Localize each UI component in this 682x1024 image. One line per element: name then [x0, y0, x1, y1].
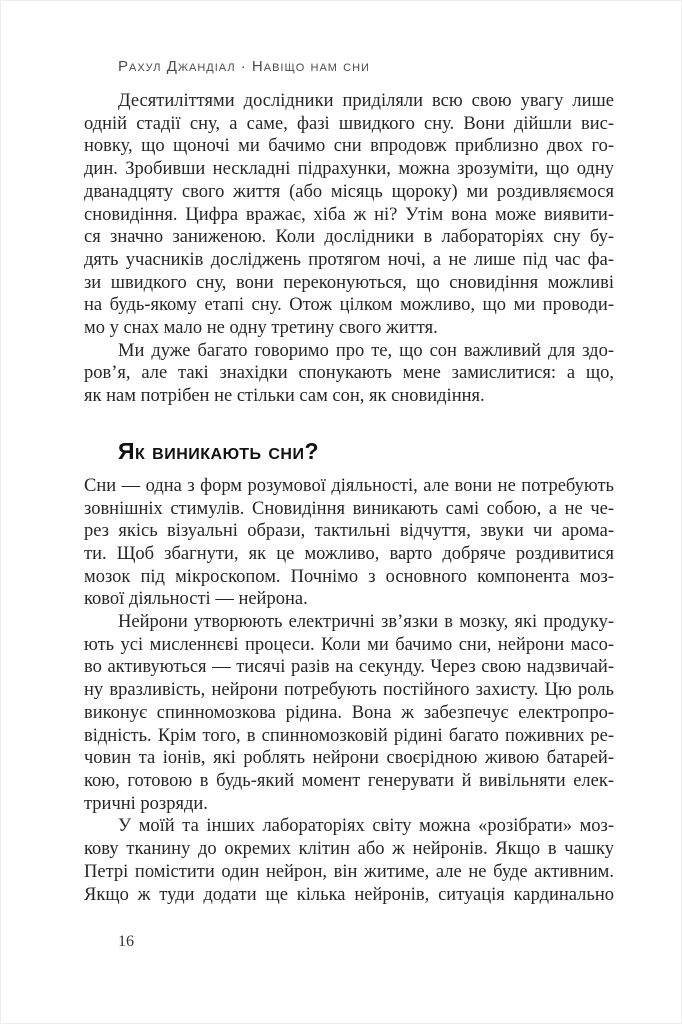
text-line: дин. Зробивши нескладні підрахунки, можна зрозуміти, що одну	[84, 159, 614, 180]
text-line: дять учасників досліджень протягом ночі, а не лише під час фа-	[84, 249, 614, 270]
text-line: як нам потрібен не стільки сам сон, як сновидіння.	[84, 386, 485, 407]
text-line: ти. Щоб збагнути, як це можливо, варто добряче роздивитися	[84, 543, 614, 564]
running-header: Рахул Джандіал · Навіщо нам сни	[118, 58, 370, 75]
paragraph	[84, 611, 614, 815]
text-line: ся значно заниженою. Коли дослідники в лабораторіях сну бу-	[84, 227, 614, 248]
text-line: відність. Крім того, в спинномозковій рідині багато поживних ре-	[84, 725, 614, 746]
text-line: ров’я, але такі знахідки спонукають мене замислитися: а що,	[84, 363, 614, 384]
text-line: мозок під мікроскопом. Почнімо з основного компонента моз-	[84, 566, 614, 587]
text-line: Сни — одна з форм розумової діяльності, але вони не потребують	[84, 475, 614, 496]
text-line: виконує спинномозкова рідина. Вона ж забезпечує електропро-	[84, 702, 614, 723]
text-line: одній стадії сну, а саме, фазі швидкого сну. Вони дійшли вис-	[84, 113, 614, 134]
text-line: кової діяльності — нейрона.	[84, 589, 308, 610]
text-line: новку, що щоночі ми бачимо сни впродовж приблизно двох го-	[84, 136, 614, 157]
paragraph	[84, 475, 614, 611]
text-line: зовнішніх стимулів. Сновидіння виникають самі собою, а не че-	[84, 498, 614, 519]
page-number: 16	[118, 933, 134, 950]
text-line: мо у снах мало не одну третину свого життя.	[84, 318, 438, 339]
text-line: рез якісь візуальні образи, тактильні відчуття, звуки чи арома-	[84, 521, 614, 542]
text-line: кову тканину до окремих клітин або ж нейронів. Якщо в чашку	[84, 839, 614, 860]
body-text	[84, 90, 614, 906]
text-line: Десятиліттями дослідники приділяли всю свою увагу лише	[118, 91, 614, 111]
section-paragraphs	[84, 475, 614, 906]
text-line: сновидіння. Цифра вражає, хіба ж ні? Утім вона може виявити-	[84, 204, 614, 225]
intro-paragraphs	[84, 90, 614, 408]
text-line: Петрі помістити один нейрон, він житиме, але не буде активним.	[84, 861, 614, 882]
text-line: Якщо ж туди додати ще кілька нейронів, ситуація кардинально	[84, 884, 614, 905]
text-line: тричні розряди.	[84, 793, 208, 814]
text-line: дванадцяту свого життя (або місяць щороку) ми роздивляємося	[84, 181, 614, 202]
text-line: во активуються — тисячі разів на секунду. Через свою надзвичай-	[84, 657, 614, 678]
section-heading: Як виникають сни?	[118, 437, 320, 464]
text-line: У моїй та інших лабораторіях світу можна «розібрати» моз-	[118, 816, 614, 837]
paragraph	[84, 90, 614, 340]
text-line: кою, готовою в будь-який момент генерувати й вивільняти елек-	[84, 770, 614, 791]
paragraph	[84, 340, 614, 408]
text-line: човин та іонів, які роблять нейрони своєрідною живою батарей-	[84, 748, 614, 769]
text-line: ну вразливість, нейрони потребують постійного захисту. Цю роль	[84, 680, 614, 701]
text-line: Ми дуже багато говоримо про те, що сон важливий для здо-	[118, 340, 614, 361]
text-line: ють усі мисленнєві процеси. Коли ми бачимо сни, нейрони масо-	[84, 634, 614, 655]
text-line: на будь-якому етапі сну. Отож цілком можливо, що ми проводи-	[84, 295, 614, 316]
paragraph	[84, 815, 614, 906]
text-line: зи швидкого сну, вони переконуються, що сновидіння можливі	[84, 272, 614, 293]
text-line: Нейрони утворюють електричні зв’язки в мозку, які продуку-	[118, 612, 614, 633]
